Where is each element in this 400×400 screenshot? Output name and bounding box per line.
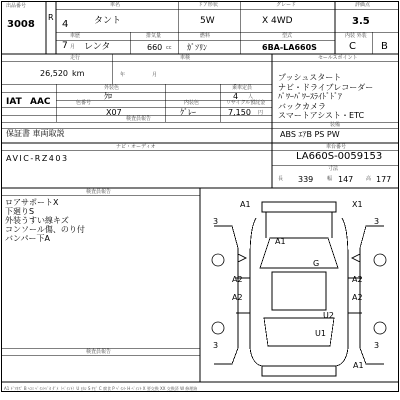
size-l-value: 339 — [298, 175, 314, 184]
model-label: 型式 — [282, 33, 293, 39]
cc-label: 排気量 — [146, 33, 162, 39]
docs-label: 検査員報告 — [126, 116, 152, 122]
car-damage-diagram — [200, 188, 398, 382]
sales-point: バックカメラ — [278, 101, 326, 111]
report-line: 外装うすい線キズ — [5, 216, 69, 225]
fuel-label: 燃料 — [200, 33, 211, 39]
color-value: ｸﾛ — [104, 92, 112, 101]
mileage-unit: km — [72, 69, 85, 78]
recycle-value: 7,150 — [228, 108, 251, 117]
damage-mark: A1 — [275, 237, 286, 246]
interior-color-label: 内装色 — [184, 100, 200, 106]
equip-value: ABS ｴｱB PS PW — [280, 130, 340, 139]
lot-label: 出品番号 — [6, 3, 27, 9]
navi-label: ナビ・オーディオ — [116, 144, 156, 150]
month-value: 7 — [62, 41, 68, 51]
seats-unit: 人 — [248, 94, 254, 100]
report-line: バンパー下A — [5, 234, 50, 243]
chassis-value: LA660S-0059153 — [296, 151, 383, 162]
door-label: ドア形状 — [198, 2, 218, 8]
score-label: 評価点 — [355, 2, 371, 8]
equip-label: 装備 — [330, 122, 341, 128]
car-name: タント — [94, 16, 122, 26]
report-title: 検査員報告 — [86, 189, 112, 195]
damage-mark: 3 — [374, 217, 380, 226]
sales-point: スマートアシスト・ETC — [278, 111, 365, 120]
damage-mark: A1 — [240, 200, 251, 209]
use-label: 車歴 — [70, 33, 81, 39]
color-no-label: 色番号 — [76, 100, 92, 106]
damage-mark: A1 — [353, 361, 364, 370]
car-name-label: 車名 — [110, 2, 121, 8]
report-lines — [5, 198, 195, 243]
year-value: 4 — [62, 19, 69, 30]
inspection-label: 車検 — [180, 55, 191, 61]
docs-value: 保証書 車両取説 — [6, 129, 65, 138]
sales-points — [278, 73, 396, 121]
damage-mark: A2 — [352, 293, 363, 302]
size-label: 寸法 — [328, 166, 339, 172]
score-value: 3.5 — [352, 16, 370, 27]
size-w-label: 幅 — [327, 176, 333, 182]
month-unit: 月 — [70, 44, 76, 50]
color-no-value: X07 — [106, 108, 122, 117]
damage-mark: A2 — [232, 275, 243, 284]
sales-point: ナビ・ドライブレコーダー — [278, 82, 374, 92]
report-line: コンソール傷、のり付 — [5, 225, 85, 234]
lot-number: 3008 — [7, 19, 35, 30]
shift-value: IAT — [6, 97, 22, 107]
size-h-label: 高 — [366, 176, 372, 182]
grade-label: グレード — [276, 2, 297, 8]
exterior-score: B — [381, 41, 388, 52]
inspection-month: 月 — [152, 72, 158, 78]
recycle-label: リサイクル預託金 — [226, 100, 266, 106]
interior-score: C — [349, 41, 356, 52]
inspection-year: 年 — [120, 72, 126, 78]
sales-point: ﾊﾟﾜｰﾊﾟﾜｰｽﾗｲﾄﾞﾄﾞｱ — [278, 92, 342, 101]
damage-mark: X1 — [352, 200, 363, 209]
damage-mark: 3 — [213, 341, 219, 350]
cc-value: 660 — [147, 43, 163, 52]
model-value: 6BA-LA660S — [262, 43, 317, 52]
report-line: ロアサポートX — [5, 198, 59, 207]
legend-footer: A1 ﾄﾞｱｷｽﾞ B ﾍｺﾐ ﾍﾟｲﾝﾄﾊﾞｶ ﾀﾞﾒ（ﾍﾟｲﾝﾄ）U ﾋｶﾝ S ｻﾋﾞ C 腐食 P ﾍﾟｲﾝﾄ H ﾍﾟｲﾝﾄ X 要交換 XX 交換済 W 修理跡 — [4, 386, 198, 391]
damage-mark: G — [313, 259, 320, 268]
damage-mark: 3 — [374, 341, 380, 350]
ac-value: AAC — [30, 97, 51, 107]
grade-value: X 4WD — [262, 16, 293, 26]
size-l-label: 長 — [278, 176, 284, 182]
chassis-label: 車台番号 — [326, 144, 347, 150]
size-w-value: 147 — [338, 175, 354, 184]
color-label: 外装色 — [104, 85, 120, 91]
recycle-unit: 円 — [258, 110, 264, 116]
size-h-value: 177 — [376, 175, 392, 184]
report-line: 下廻りS — [5, 207, 35, 216]
year-era: R — [48, 13, 54, 22]
mileage-value: 26,520 — [40, 69, 68, 78]
damage-mark: A2 — [352, 275, 363, 284]
seats-label: 乗車定員 — [232, 85, 253, 91]
use-value: レンタ — [84, 42, 111, 52]
int-ext-label: 内装 外装 — [345, 33, 367, 39]
cc-unit: cc — [166, 45, 172, 51]
report-bottom-label: 検査員報告 — [86, 349, 112, 355]
sales-label: セールスポイント — [318, 55, 358, 61]
damage-mark: U1 — [315, 329, 326, 338]
seats-value: 4 — [233, 92, 239, 101]
fuel-value: ｶﾞｿﾘﾝ — [187, 43, 207, 52]
interior-color-value: ｸﾞﾚｰ — [180, 108, 196, 117]
damage-mark: 3 — [213, 217, 219, 226]
mileage-label: 走行 — [70, 55, 81, 61]
damage-mark: U2 — [323, 311, 334, 320]
door-value: 5W — [200, 16, 215, 26]
damage-mark: A2 — [232, 293, 243, 302]
navi-value: AVIC-RZ403 — [6, 154, 69, 163]
sales-point: プッシュスタート — [278, 73, 342, 82]
